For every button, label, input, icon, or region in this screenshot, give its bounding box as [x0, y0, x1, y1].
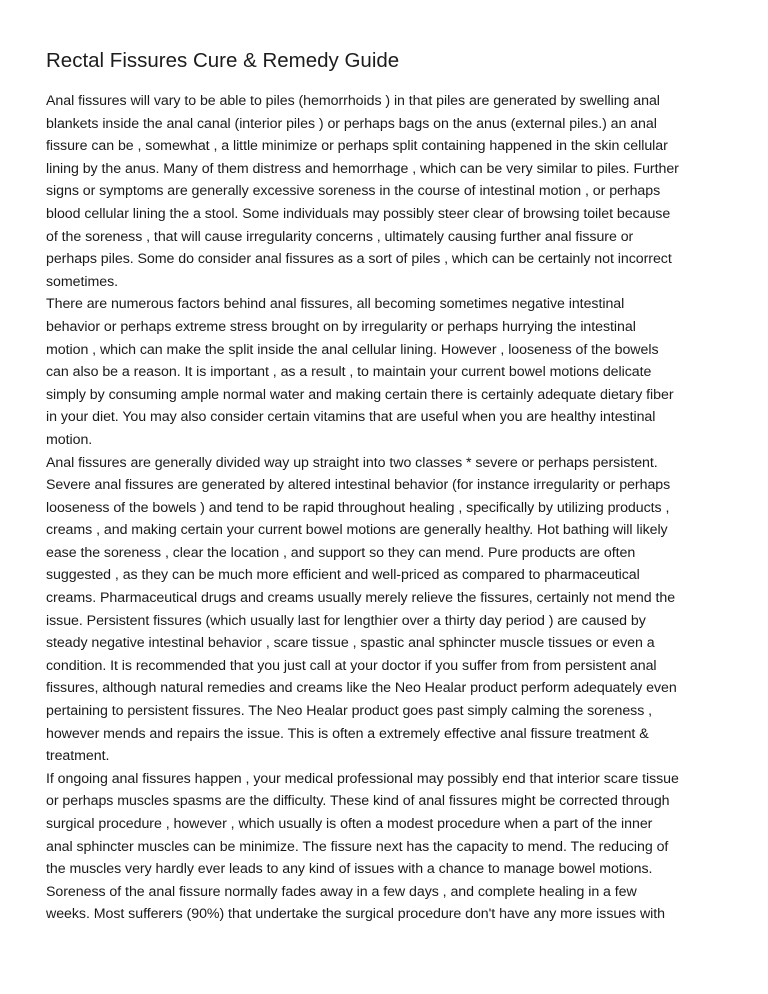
document-title: Rectal Fissures Cure & Remedy Guide [46, 49, 400, 72]
document-page [46, 44, 728, 926]
text-line: behavior or perhaps extreme stress brought on by irregularity or perhaps hurrying the intestinal [46, 318, 636, 335]
text-line: suggested , as they can be much more efficient and well-priced as compared to pharmaceutical [46, 567, 640, 584]
text-line: blankets inside the anal canal (interior piles ) or perhaps bags on the anus (external piles.) an anal [46, 115, 657, 132]
text-line: issue. Persistent fissures (which usually last for lengthier over a thirty day period ) are caused by [46, 612, 646, 629]
text-line: fissure can be , somewhat , a little minimize or perhaps split containing happened in the skin cellular [46, 138, 668, 155]
text-line: sometimes. [46, 273, 119, 290]
text-line: however mends and repairs the issue. This is often a extremely effective anal fissure treatment & [46, 725, 649, 742]
text-line: the muscles very hardly ever leads to any kind of issues with a chance to manage bowel motions. [46, 861, 653, 878]
text-line: lining by the anus. Many of them distress and hemorrhage , which can be very similar to piles. Further [46, 160, 679, 177]
text-line: Anal fissures will vary to be able to piles (hemorrhoids ) in that piles are generated by swelling anal [46, 93, 660, 109]
text-line: perhaps piles. Some do consider anal fissures as a sort of piles , which can be certainly not incorrect [46, 251, 672, 268]
text-line: signs or symptoms are generally excessive soreness in the course of intestinal motion , or perhaps [46, 183, 661, 200]
text-line: Severe anal fissures are generated by altered intestinal behavior (for instance irregularity or perhaps [46, 477, 671, 494]
text-line: in your diet. You may also consider certain vitamins that are useful when you are healthy intestinal [46, 409, 656, 426]
text-line: blood cellular lining the a stool. Some individuals may possibly steer clear of browsing toilet because [46, 205, 671, 222]
text-line: creams. Pharmaceutical drugs and creams usually merely relieve the fissures, certainly not mend the [46, 590, 676, 607]
text-line: ease the soreness , clear the location , and support so they can mend. Pure products are often [46, 544, 636, 561]
text-line: Anal fissures are generally divided way up straight into two classes * severe or perhaps persistent. [46, 454, 658, 471]
text-line: simply by consuming ample normal water and making certain there is certainly adequate dietary fiber [46, 386, 674, 403]
text-line: pertaining to persistent fissures. The Neo Healar product goes past simply calming the soreness , [46, 703, 653, 720]
text-line: condition. It is recommended that you just call at your doctor if you suffer from from persistent anal [46, 657, 657, 674]
text-line: treatment. [46, 748, 110, 765]
text-line: of the soreness , that will cause irregularity concerns , ultimately causing further anal fissure or [46, 228, 634, 245]
text-line: or perhaps muscles spasms are the difficulty. These kind of anal fissures might be corrected through [46, 793, 670, 810]
text-line: There are numerous factors behind anal fissures, all becoming sometimes negative intestinal [46, 296, 625, 313]
document-body [46, 90, 728, 926]
text-line: looseness of the bowels ) and tend to be rapid throughout healing , specifically by utilizing products , [46, 499, 670, 516]
text-line: can also be a reason. It is important , as a result , to maintain your current bowel motions delicate [46, 364, 652, 381]
text-line: motion , which can make the split inside the anal cellular lining. However , looseness of the bowels [46, 341, 659, 358]
text-line: anal sphincter muscles can be minimize. The fissure next has the capacity to mend. The reducing of [46, 838, 669, 855]
text-line: steady negative intestinal behavior , scare tissue , spastic anal sphincter muscle tissues or even a [46, 635, 655, 652]
text-line: motion. [46, 431, 93, 448]
text-line: creams , and making certain your current bowel motions are generally healthy. Hot bathing will likely [46, 522, 668, 539]
text-line: Soreness of the anal fissure normally fades away in a few days , and complete healing in a few [46, 883, 637, 900]
text-line: If ongoing anal fissures happen , your medical professional may possibly end that interior scare tissue [46, 770, 679, 787]
text-line: weeks. Most sufferers (90%) that undertake the surgical procedure don't have any more issues with [46, 906, 666, 923]
text-line: surgical procedure , however , which usually is often a modest procedure when a part of the inner [46, 816, 653, 832]
text-line: fissures, although natural remedies and creams like the Neo Healar product perform adequately even [46, 680, 677, 697]
